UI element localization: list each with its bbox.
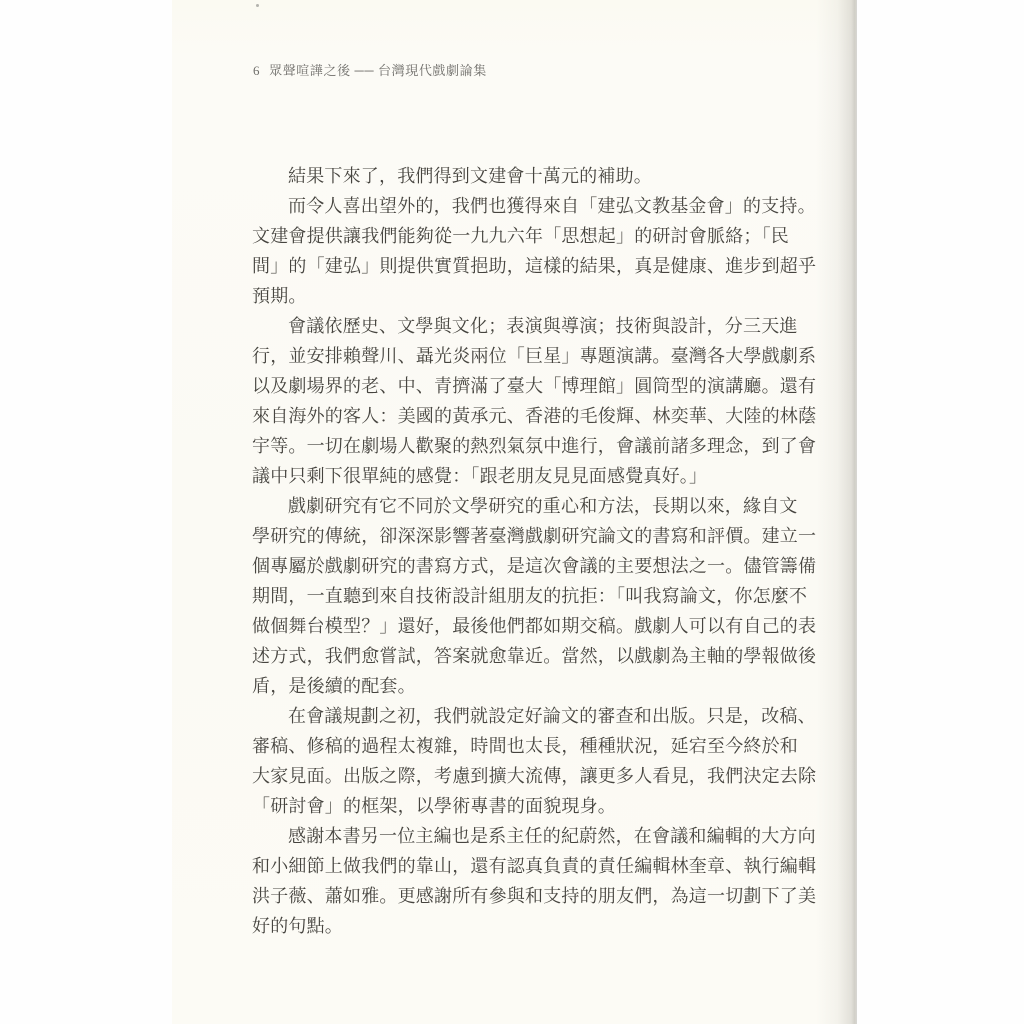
text-line: 文建會提供讓我們能夠從一九九六年「思想起」的研討會脈絡；「民 bbox=[252, 226, 789, 246]
text-line: 來自海外的客人：美國的黃承元、香港的毛俊輝、林奕華、大陸的林蔭 bbox=[252, 406, 817, 426]
text-line: 間」的「建弘」則提供實質挹助，這樣的結果，真是健康、進步到超乎 bbox=[252, 256, 817, 276]
page-body bbox=[252, 161, 827, 941]
text-line: 做個舞台模型？」還好，最後他們都如期交稿。戲劇人可以有自己的表 bbox=[252, 616, 817, 636]
text-line: 而令人喜出望外的，我們也獲得來自「建弘文教基金會」的支持。 bbox=[288, 196, 816, 216]
text-line: 「研討會」的框架，以學術專書的面貌現身。 bbox=[252, 796, 616, 816]
text-line: 結果下來了，我們得到文建會十萬元的補助。 bbox=[288, 166, 652, 186]
running-title: 眾聲喧譁之後 ── 台灣現代戲劇論集 bbox=[269, 63, 487, 78]
text-line: 在會議規劃之初，我們就設定好論文的審查和出版。只是，改稿、 bbox=[288, 706, 816, 726]
text-line: 宇等。一切在劇場人歡聚的熱烈氣氛中進行，會議前諸多理念，到了會 bbox=[252, 436, 817, 456]
page-edge-line bbox=[855, 0, 857, 1024]
text-line: 行，並安排賴聲川、聶光炎兩位「巨星」專題演講。臺灣各大學戲劇系 bbox=[252, 346, 817, 366]
text-line: 預期。 bbox=[252, 286, 307, 306]
text-line: 議中只剩下很單純的感覺：「跟老朋友見見面感覺真好。」 bbox=[252, 466, 708, 486]
scan-speck bbox=[256, 4, 259, 7]
text-line: 以及劇場界的老、中、青擠滿了臺大「博理館」圓筒型的演講廳。還有 bbox=[252, 376, 817, 396]
text-line: 個專屬於戲劇研究的書寫方式，是這次會議的主要想法之一。儘管籌備 bbox=[252, 556, 817, 576]
text-line: 述方式，我們愈嘗試，答案就愈靠近。當然，以戲劇為主軸的學報做後 bbox=[252, 646, 817, 666]
text-line: 洪子薇、蕭如雅。更感謝所有參與和支持的朋友們，為這一切劃下了美 bbox=[252, 886, 817, 906]
text-line: 會議依歷史、文學與文化；表演與導演；技術與設計，分三天進 bbox=[288, 316, 798, 336]
text-line: 大家見面。出版之際，考慮到擴大流傳，讓更多人看見，我們決定去除 bbox=[252, 766, 817, 786]
text-line: 和小細節上做我們的靠山，還有認真負責的責任編輯林奎章、執行編輯 bbox=[252, 856, 817, 876]
text-line: 好的句點。 bbox=[252, 916, 343, 936]
text-line: 感謝本書另一位主編也是系主任的紀蔚然，在會議和編輯的大方向 bbox=[288, 826, 816, 846]
page-number: 6 bbox=[253, 63, 261, 78]
text-line: 學研究的傳統，卻深深影響著臺灣戲劇研究論文的書寫和評價。建立一 bbox=[252, 526, 817, 546]
text-line: 審稿、修稿的過程太複雜，時間也太長，種種狀況，延宕至今終於和 bbox=[252, 736, 798, 756]
running-header bbox=[253, 62, 487, 80]
text-line: 戲劇研究有它不同於文學研究的重心和方法，長期以來，緣自文 bbox=[288, 496, 798, 516]
text-line: 期間，一直聽到來自技術設計組朋友的抗拒：「叫我寫論文，你怎麼不 bbox=[252, 586, 808, 606]
text-line: 盾，是後續的配套。 bbox=[252, 676, 416, 696]
